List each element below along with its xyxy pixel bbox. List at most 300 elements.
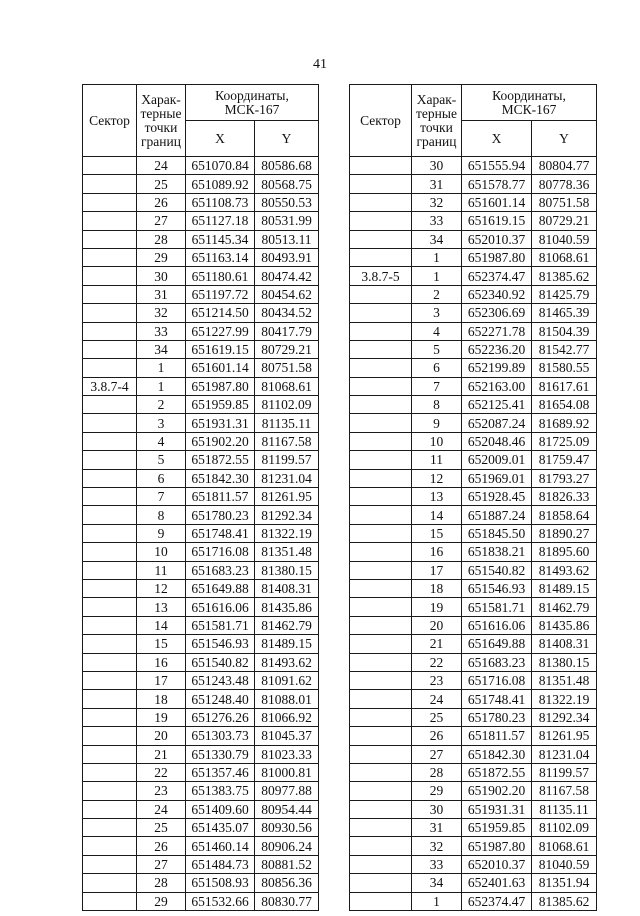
cell-sector xyxy=(350,819,412,837)
cell-point: 3 xyxy=(137,414,186,432)
cell-y: 81408.31 xyxy=(255,579,319,597)
cell-sector: 3.8.7-4 xyxy=(83,377,137,395)
cell-sector xyxy=(83,285,137,303)
cell-sector xyxy=(83,671,137,689)
table-row xyxy=(350,432,597,450)
table-row xyxy=(83,248,319,266)
cell-y: 80531.99 xyxy=(255,212,319,230)
cell-x: 651601.14 xyxy=(462,193,532,211)
cell-point: 32 xyxy=(412,193,462,211)
cell-x: 652125.41 xyxy=(462,396,532,414)
cell-point: 20 xyxy=(412,616,462,634)
cell-x: 651383.75 xyxy=(186,782,255,800)
table-row xyxy=(350,837,597,855)
cell-point: 21 xyxy=(137,745,186,763)
cell-x: 651931.31 xyxy=(186,414,255,432)
cell-point: 20 xyxy=(137,727,186,745)
table-row xyxy=(350,579,597,597)
cell-sector xyxy=(350,837,412,855)
table-row xyxy=(83,304,319,322)
cell-x: 651683.23 xyxy=(462,653,532,671)
cell-y: 80930.56 xyxy=(255,819,319,837)
cell-x: 651959.85 xyxy=(186,396,255,414)
table-row xyxy=(83,727,319,745)
cell-point: 2 xyxy=(137,396,186,414)
cell-sector xyxy=(350,782,412,800)
cell-sector xyxy=(350,488,412,506)
cell-y: 80881.52 xyxy=(255,855,319,873)
cell-sector xyxy=(350,561,412,579)
cell-sector: 3.8.7-5 xyxy=(350,267,412,285)
cell-y: 81858.64 xyxy=(532,506,597,524)
cell-x: 651546.93 xyxy=(186,635,255,653)
cell-x: 652010.37 xyxy=(462,855,532,873)
cell-x: 651649.88 xyxy=(186,579,255,597)
cell-sector xyxy=(83,432,137,450)
table-row xyxy=(350,267,597,285)
cell-y: 81102.09 xyxy=(255,396,319,414)
cell-sector xyxy=(83,469,137,487)
cell-x: 651070.84 xyxy=(186,157,255,175)
table-row xyxy=(350,543,597,561)
table-row xyxy=(350,671,597,689)
cell-sector xyxy=(350,690,412,708)
cell-x: 651872.55 xyxy=(462,763,532,781)
table-row xyxy=(83,414,319,432)
cell-point: 3 xyxy=(412,304,462,322)
header-x: X xyxy=(186,121,255,157)
cell-x: 651716.08 xyxy=(186,543,255,561)
cell-sector xyxy=(350,506,412,524)
cell-y: 81493.62 xyxy=(532,561,597,579)
cell-sector xyxy=(83,157,137,175)
cell-sector xyxy=(83,488,137,506)
cell-x: 652087.24 xyxy=(462,414,532,432)
cell-point: 27 xyxy=(137,855,186,873)
table-row xyxy=(350,285,597,303)
table-row xyxy=(350,359,597,377)
cell-sector xyxy=(350,304,412,322)
cell-y: 81826.33 xyxy=(532,488,597,506)
cell-x: 651928.45 xyxy=(462,488,532,506)
cell-point: 5 xyxy=(137,451,186,469)
cell-point: 10 xyxy=(412,432,462,450)
table-row xyxy=(350,340,597,358)
cell-x: 651601.14 xyxy=(186,359,255,377)
table-row xyxy=(350,524,597,542)
cell-sector xyxy=(83,248,137,266)
table-row xyxy=(350,396,597,414)
cell-x: 651243.48 xyxy=(186,671,255,689)
cell-x: 651546.93 xyxy=(462,579,532,597)
cell-point: 16 xyxy=(137,653,186,671)
cell-point: 1 xyxy=(412,892,462,910)
table-row xyxy=(350,212,597,230)
cell-y: 80751.58 xyxy=(255,359,319,377)
cell-x: 651108.73 xyxy=(186,193,255,211)
cell-y: 81351.94 xyxy=(532,874,597,892)
cell-x: 651508.93 xyxy=(186,874,255,892)
table-row xyxy=(83,524,319,542)
cell-y: 81689.92 xyxy=(532,414,597,432)
cell-y: 81895.60 xyxy=(532,543,597,561)
cell-y: 81199.57 xyxy=(532,763,597,781)
cell-y: 81385.62 xyxy=(532,267,597,285)
cell-y: 81322.19 xyxy=(255,524,319,542)
coordinates-table-right xyxy=(349,84,597,911)
cell-point: 26 xyxy=(412,727,462,745)
cell-y: 81504.39 xyxy=(532,322,597,340)
cell-y: 81040.59 xyxy=(532,230,597,248)
table-row xyxy=(83,193,319,211)
cell-point: 28 xyxy=(137,230,186,248)
cell-x: 651163.14 xyxy=(186,248,255,266)
cell-y: 81425.79 xyxy=(532,285,597,303)
cell-point: 1 xyxy=(412,248,462,266)
cell-x: 651460.14 xyxy=(186,837,255,855)
cell-sector xyxy=(350,469,412,487)
table-row xyxy=(350,230,597,248)
table-row xyxy=(83,396,319,414)
cell-point: 24 xyxy=(137,157,186,175)
table-row xyxy=(350,855,597,873)
cell-sector xyxy=(350,175,412,193)
header-x: X xyxy=(462,121,532,157)
table-row xyxy=(83,543,319,561)
cell-y: 81199.57 xyxy=(255,451,319,469)
cell-y: 81261.95 xyxy=(532,727,597,745)
cell-x: 651180.61 xyxy=(186,267,255,285)
cell-x: 651540.82 xyxy=(462,561,532,579)
cell-x: 652009.01 xyxy=(462,451,532,469)
table-row xyxy=(350,616,597,634)
cell-point: 25 xyxy=(412,708,462,726)
cell-point: 33 xyxy=(412,212,462,230)
cell-sector xyxy=(83,598,137,616)
table-row xyxy=(350,304,597,322)
cell-point: 1 xyxy=(137,359,186,377)
cell-sector xyxy=(350,230,412,248)
cell-sector xyxy=(83,561,137,579)
cell-y: 80513.11 xyxy=(255,230,319,248)
table-row xyxy=(83,561,319,579)
header-coords-line: Координаты, xyxy=(215,87,289,103)
cell-y: 81023.33 xyxy=(255,745,319,763)
cell-x: 652199.89 xyxy=(462,359,532,377)
header-points-line: Харак- xyxy=(416,91,457,107)
cell-y: 80417.79 xyxy=(255,322,319,340)
cell-y: 81408.31 xyxy=(532,635,597,653)
cell-point: 21 xyxy=(412,635,462,653)
cell-point: 11 xyxy=(412,451,462,469)
cell-sector xyxy=(83,837,137,855)
cell-point: 15 xyxy=(412,524,462,542)
header-sector: Сектор xyxy=(83,85,137,157)
cell-point: 17 xyxy=(412,561,462,579)
cell-sector xyxy=(350,248,412,266)
table-row xyxy=(83,175,319,193)
cell-x: 651780.23 xyxy=(186,506,255,524)
cell-y: 81102.09 xyxy=(532,819,597,837)
table-row xyxy=(83,837,319,855)
cell-x: 651649.88 xyxy=(462,635,532,653)
cell-x: 651887.24 xyxy=(462,506,532,524)
table-row xyxy=(83,819,319,837)
cell-point: 7 xyxy=(137,488,186,506)
cell-sector xyxy=(83,727,137,745)
cell-x: 651532.66 xyxy=(186,892,255,910)
cell-x: 651357.46 xyxy=(186,763,255,781)
cell-sector xyxy=(83,763,137,781)
header-points-line: терные xyxy=(416,105,457,121)
cell-y: 81167.58 xyxy=(255,432,319,450)
cell-x: 652236.20 xyxy=(462,340,532,358)
cell-x: 651902.20 xyxy=(462,782,532,800)
table-header xyxy=(83,85,319,157)
cell-point: 31 xyxy=(412,175,462,193)
table-row xyxy=(350,653,597,671)
cell-y: 81380.15 xyxy=(532,653,597,671)
cell-x: 651616.06 xyxy=(186,598,255,616)
cell-y: 80804.77 xyxy=(532,157,597,175)
cell-y: 81068.61 xyxy=(532,248,597,266)
cell-point: 22 xyxy=(137,763,186,781)
cell-point: 25 xyxy=(137,175,186,193)
cell-y: 80474.42 xyxy=(255,267,319,285)
cell-y: 81068.61 xyxy=(255,377,319,395)
cell-y: 81890.27 xyxy=(532,524,597,542)
cell-y: 80454.62 xyxy=(255,285,319,303)
table-row xyxy=(83,616,319,634)
cell-point: 8 xyxy=(412,396,462,414)
cell-sector xyxy=(350,874,412,892)
table-row xyxy=(350,248,597,266)
table-row xyxy=(350,708,597,726)
cell-y: 80550.53 xyxy=(255,193,319,211)
cell-point: 6 xyxy=(412,359,462,377)
cell-point: 26 xyxy=(137,193,186,211)
cell-sector xyxy=(350,616,412,634)
cell-point: 30 xyxy=(137,267,186,285)
cell-point: 7 xyxy=(412,377,462,395)
cell-sector xyxy=(83,819,137,837)
coordinates-table-left xyxy=(82,84,319,911)
cell-sector xyxy=(83,193,137,211)
cell-point: 12 xyxy=(412,469,462,487)
cell-y: 81793.27 xyxy=(532,469,597,487)
cell-sector xyxy=(350,892,412,910)
cell-sector xyxy=(83,800,137,818)
table-row xyxy=(350,175,597,193)
cell-point: 34 xyxy=(412,230,462,248)
cell-sector xyxy=(350,653,412,671)
cell-point: 4 xyxy=(137,432,186,450)
cell-y: 81493.62 xyxy=(255,653,319,671)
cell-sector xyxy=(83,304,137,322)
cell-x: 651197.72 xyxy=(186,285,255,303)
table-row xyxy=(83,690,319,708)
table-row xyxy=(350,322,597,340)
cell-x: 651969.01 xyxy=(462,469,532,487)
cell-y: 81231.04 xyxy=(255,469,319,487)
cell-sector xyxy=(350,285,412,303)
cell-sector xyxy=(83,340,137,358)
cell-point: 25 xyxy=(137,819,186,837)
table-row xyxy=(83,359,319,377)
cell-point: 29 xyxy=(137,248,186,266)
cell-x: 652306.69 xyxy=(462,304,532,322)
cell-y: 81040.59 xyxy=(532,855,597,873)
cell-y: 80434.52 xyxy=(255,304,319,322)
table-row xyxy=(350,598,597,616)
table-row xyxy=(350,506,597,524)
cell-y: 81654.08 xyxy=(532,396,597,414)
cell-y: 81351.48 xyxy=(532,671,597,689)
cell-point: 29 xyxy=(137,892,186,910)
cell-sector xyxy=(350,635,412,653)
table-row xyxy=(83,874,319,892)
cell-point: 6 xyxy=(137,469,186,487)
cell-point: 31 xyxy=(137,285,186,303)
cell-sector xyxy=(83,230,137,248)
cell-point: 32 xyxy=(137,304,186,322)
table-row xyxy=(83,855,319,873)
cell-point: 26 xyxy=(137,837,186,855)
cell-x: 652374.47 xyxy=(462,892,532,910)
cell-x: 651619.15 xyxy=(462,212,532,230)
cell-sector xyxy=(350,800,412,818)
table-row xyxy=(83,635,319,653)
cell-sector xyxy=(350,855,412,873)
table-row xyxy=(83,432,319,450)
cell-x: 651716.08 xyxy=(462,671,532,689)
cell-sector xyxy=(350,671,412,689)
cell-point: 27 xyxy=(137,212,186,230)
cell-y: 81000.81 xyxy=(255,763,319,781)
cell-point: 9 xyxy=(137,524,186,542)
cell-x: 651089.92 xyxy=(186,175,255,193)
table-row xyxy=(83,322,319,340)
cell-y: 81462.79 xyxy=(532,598,597,616)
table-row xyxy=(350,377,597,395)
cell-y: 80778.36 xyxy=(532,175,597,193)
cell-x: 651227.99 xyxy=(186,322,255,340)
table-row xyxy=(350,690,597,708)
cell-sector xyxy=(83,414,137,432)
cell-y: 81759.47 xyxy=(532,451,597,469)
cell-sector xyxy=(83,524,137,542)
cell-sector xyxy=(350,396,412,414)
cell-y: 80954.44 xyxy=(255,800,319,818)
cell-sector xyxy=(83,855,137,873)
cell-sector xyxy=(350,543,412,561)
cell-x: 651540.82 xyxy=(186,653,255,671)
cell-point: 16 xyxy=(412,543,462,561)
cell-point: 30 xyxy=(412,157,462,175)
table-row xyxy=(350,874,597,892)
cell-sector xyxy=(350,727,412,745)
cell-y: 81066.92 xyxy=(255,708,319,726)
cell-sector xyxy=(83,543,137,561)
cell-point: 5 xyxy=(412,340,462,358)
cell-sector xyxy=(350,414,412,432)
cell-y: 80856.36 xyxy=(255,874,319,892)
cell-x: 651987.80 xyxy=(186,377,255,395)
cell-sector xyxy=(83,874,137,892)
cell-y: 81380.15 xyxy=(255,561,319,579)
cell-point: 23 xyxy=(412,671,462,689)
cell-point: 19 xyxy=(137,708,186,726)
cell-y: 81465.39 xyxy=(532,304,597,322)
cell-point: 32 xyxy=(412,837,462,855)
cell-x: 651555.94 xyxy=(462,157,532,175)
cell-x: 651987.80 xyxy=(462,837,532,855)
table-row xyxy=(350,727,597,745)
cell-point: 24 xyxy=(412,690,462,708)
cell-point: 15 xyxy=(137,635,186,653)
cell-sector xyxy=(350,763,412,781)
table-body xyxy=(350,157,597,911)
cell-point: 34 xyxy=(137,340,186,358)
cell-sector xyxy=(350,359,412,377)
cell-x: 651931.31 xyxy=(462,800,532,818)
cell-y: 80751.58 xyxy=(532,193,597,211)
cell-y: 81542.77 xyxy=(532,340,597,358)
cell-x: 651409.60 xyxy=(186,800,255,818)
table-row xyxy=(83,488,319,506)
cell-point: 12 xyxy=(137,579,186,597)
header-points-line: Харак- xyxy=(141,91,181,107)
cell-x: 651435.07 xyxy=(186,819,255,837)
cell-x: 651214.50 xyxy=(186,304,255,322)
cell-point: 1 xyxy=(412,267,462,285)
cell-point: 28 xyxy=(412,763,462,781)
table-header xyxy=(350,85,597,157)
cell-x: 651127.18 xyxy=(186,212,255,230)
table-row xyxy=(83,745,319,763)
table-row xyxy=(83,267,319,285)
header-coords xyxy=(462,85,597,121)
cell-y: 81091.62 xyxy=(255,671,319,689)
table-row xyxy=(83,800,319,818)
cell-y: 81045.37 xyxy=(255,727,319,745)
cell-y: 80830.77 xyxy=(255,892,319,910)
table-row xyxy=(83,377,319,395)
cell-y: 81261.95 xyxy=(255,488,319,506)
cell-point: 34 xyxy=(412,874,462,892)
cell-x: 651145.34 xyxy=(186,230,255,248)
cell-point: 33 xyxy=(137,322,186,340)
cell-point: 24 xyxy=(137,800,186,818)
cell-x: 652401.63 xyxy=(462,874,532,892)
header-coords-line: Координаты, xyxy=(492,87,566,103)
cell-x: 651683.23 xyxy=(186,561,255,579)
cell-sector xyxy=(83,322,137,340)
cell-x: 651811.57 xyxy=(462,727,532,745)
cell-y: 80729.21 xyxy=(532,212,597,230)
table-row xyxy=(350,469,597,487)
cell-sector xyxy=(83,267,137,285)
cell-y: 81135.11 xyxy=(255,414,319,432)
cell-point: 8 xyxy=(137,506,186,524)
cell-x: 651619.15 xyxy=(186,340,255,358)
cell-point: 13 xyxy=(412,488,462,506)
cell-x: 651872.55 xyxy=(186,451,255,469)
cell-x: 651581.71 xyxy=(462,598,532,616)
cell-x: 651842.30 xyxy=(186,469,255,487)
cell-y: 81231.04 xyxy=(532,745,597,763)
cell-x: 651248.40 xyxy=(186,690,255,708)
